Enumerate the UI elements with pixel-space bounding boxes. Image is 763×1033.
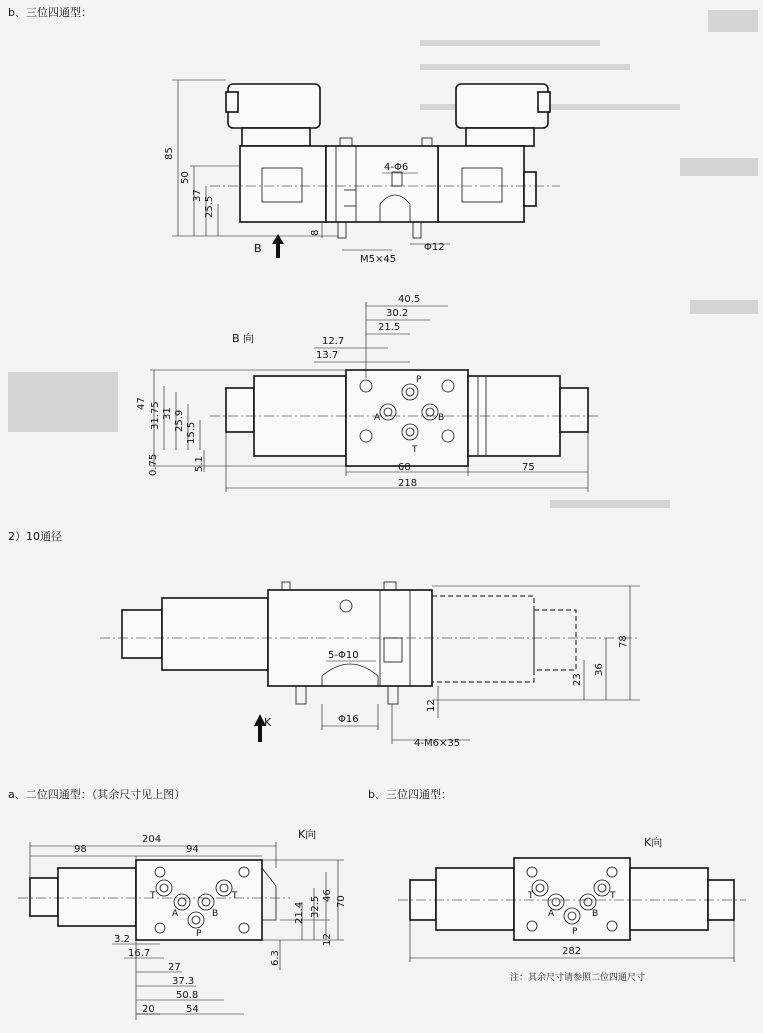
- dim-4-m6x35: 4-M6×35: [414, 738, 461, 749]
- dim-25-5: 25.5: [204, 195, 215, 218]
- k1-port-a: A: [172, 909, 179, 919]
- k1-port-t-left: T: [150, 891, 156, 901]
- dim-32-5: 32.5: [310, 895, 321, 918]
- dim-98: 98: [74, 844, 87, 855]
- k-view-two-position: [18, 827, 347, 1020]
- dim-218: 218: [398, 478, 418, 489]
- dim-12-bl: 12: [322, 933, 333, 946]
- heading-two-position-four-way: a、二位四通型：（其余尺寸见上图）: [8, 788, 186, 801]
- dim-37-3: 37.3: [172, 976, 195, 987]
- dim-8: 8: [310, 229, 321, 236]
- front-view-10-diameter: [100, 582, 640, 749]
- dim-21-5: 21.5: [378, 322, 401, 333]
- dim-36: 36: [594, 663, 605, 676]
- k-view-title-right: K向: [644, 836, 663, 849]
- k2-port-a: A: [548, 909, 555, 919]
- dim-21-4: 21.4: [294, 901, 305, 924]
- dim-15-5: 15.5: [186, 421, 197, 444]
- dim-12-7: 12.7: [322, 336, 345, 347]
- dim-12-mid: 12: [426, 699, 437, 712]
- dim-54: 54: [186, 1004, 199, 1015]
- view-arrow-b: [272, 234, 284, 258]
- dim-30-2: 30.2: [386, 308, 409, 319]
- view-arrow-b-label: B: [254, 242, 262, 255]
- dim-16-7: 16.7: [128, 948, 151, 959]
- dim-78: 78: [618, 635, 629, 648]
- dim-5-phi10: 5-Φ10: [328, 650, 359, 661]
- dim-85: 85: [164, 147, 175, 160]
- dim-40-5: 40.5: [398, 294, 421, 305]
- b-view: [136, 294, 600, 492]
- dim-94: 94: [186, 844, 199, 855]
- dim-31: 31: [162, 407, 173, 420]
- dim-23: 23: [572, 673, 583, 686]
- dim-phi16: Φ16: [338, 714, 359, 725]
- k2-port-p: P: [572, 927, 578, 937]
- dim-46: 46: [322, 889, 333, 902]
- k2-port-b: B: [592, 909, 599, 919]
- k2-port-t-right: T: [610, 891, 616, 901]
- k2-port-t-left: T: [528, 891, 534, 901]
- dim-6-3: 6.3: [270, 950, 281, 966]
- dim-5-1: 5.1: [194, 456, 205, 472]
- port-t-label: T: [412, 445, 418, 455]
- dim-282: 282: [562, 946, 582, 957]
- dim-13-7: 13.7: [316, 350, 339, 361]
- note-text: 注：其余尺寸请参照二位四通尺寸: [510, 973, 646, 983]
- dim-75: 75: [522, 462, 535, 473]
- k1-port-b: B: [212, 909, 219, 919]
- dim-0-75: 0.75: [148, 453, 159, 476]
- dim-50-8: 50.8: [176, 990, 199, 1001]
- dim-47: 47: [136, 397, 147, 410]
- k-view-title-left: K向: [298, 828, 317, 841]
- k-view-three-position: [398, 835, 746, 983]
- heading-10-diameter: 2）10通径: [8, 530, 62, 543]
- view-arrow-k-label: K: [264, 716, 272, 729]
- heading-three-position-four-way-2: b、三位四通型：: [368, 788, 452, 801]
- dim-27: 27: [168, 962, 181, 973]
- dim-phi12: Φ12: [424, 242, 445, 253]
- port-a-label: A: [374, 413, 381, 423]
- dim-4-phi6: 4-Φ6: [384, 162, 409, 173]
- dim-3-2: 3.2: [114, 934, 130, 945]
- dim-204: 204: [142, 834, 162, 845]
- b-view-title: B 向: [232, 332, 255, 345]
- dim-20: 20: [142, 1004, 155, 1015]
- front-view-top: [164, 80, 560, 265]
- dim-70: 70: [336, 895, 347, 908]
- dim-25-9: 25.9: [174, 409, 185, 432]
- k1-port-p: P: [196, 929, 202, 939]
- dim-50: 50: [180, 171, 191, 184]
- dim-31-75: 31.75: [150, 401, 161, 430]
- dim-m5x45: M5×45: [360, 254, 397, 265]
- port-b-label: B: [438, 413, 445, 423]
- dim-68: 68: [398, 462, 411, 473]
- port-p-label: P: [416, 375, 422, 385]
- k1-port-t-right: T: [232, 891, 238, 901]
- dim-37: 37: [192, 189, 203, 202]
- heading-three-position-four-way: b、三位四通型：: [8, 6, 92, 19]
